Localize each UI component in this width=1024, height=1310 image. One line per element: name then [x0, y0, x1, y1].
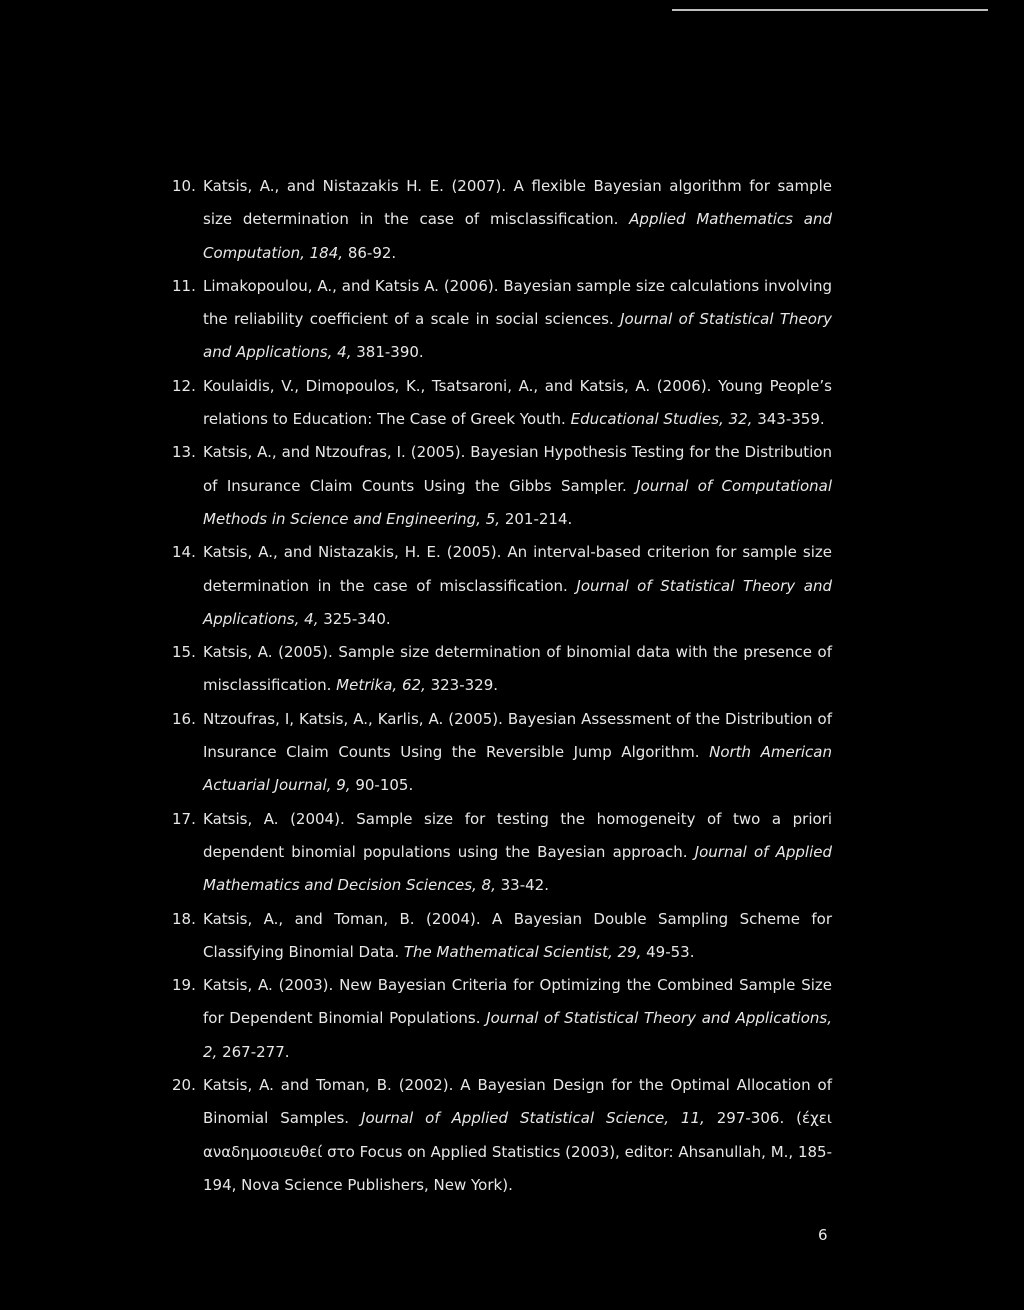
reference-pages: 297-306. (έχει αναδημοσιευθεί στο Focus on Applied Statistics (2003), editor: Ahsanullah, M., 185-194, Nova Science Publishers, New York).: [203, 1109, 832, 1194]
reference-item: [172, 969, 832, 1069]
reference-number: 18.: [172, 909, 196, 928]
reference-list: [172, 170, 832, 1202]
reference-authors: Katsis, A. and Toman, B. (2002). A Bayesian Design for the Optimal Allocation of Binomial Samples.: [203, 1076, 832, 1128]
reference-number: 17.: [172, 809, 196, 828]
reference-journal: Journal of Applied Mathematics and Decision Sciences, 8,: [203, 842, 832, 895]
reference-pages: 33-42.: [495, 876, 549, 895]
reference-item: [172, 170, 832, 270]
reference-number: 15.: [172, 643, 196, 662]
reference-authors: Katsis, A., and Toman, B. (2004). A Bayesian Double Sampling Scheme for Classifying Binomial Data.: [203, 909, 832, 961]
reference-number: 12.: [172, 376, 196, 395]
reference-authors: Katsis, A. (2004). Sample size for testing the homogeneity of two a priori dependent binomial populations using the Bayesian approach.: [203, 809, 832, 861]
reference-item: [172, 270, 832, 370]
reference-journal: Applied Mathematics and Computation, 184,: [203, 210, 832, 262]
page-number: 6: [818, 1226, 828, 1244]
reference-pages: 343-359.: [752, 410, 825, 429]
reference-number: 20.: [172, 1076, 196, 1095]
reference-journal: Journal of Applied Statistical Science, 11,: [361, 1109, 705, 1128]
reference-journal: Educational Studies, 32,: [570, 410, 753, 429]
header-rule: [672, 9, 988, 11]
reference-authors: Katsis, A., and Nistazakis H. E. (2007). A flexible Bayesian algorithm for sample size determination in the case of misclassification.: [203, 177, 832, 229]
reference-authors: Katsis, A. (2005). Sample size determination of binomial data with the presence of misclassification.: [203, 643, 832, 695]
reference-pages: 90-105.: [350, 776, 414, 795]
reference-item: [172, 536, 832, 636]
reference-authors: Koulaidis, V., Dimopoulos, K., Tsatsaroni, A., and Katsis, A. (2006). Young People’s relations to Education: The Case of Greek Youth.: [203, 376, 832, 429]
reference-number: 11.: [172, 276, 196, 295]
reference-pages: 49-53.: [641, 942, 695, 961]
reference-item: [172, 803, 832, 903]
reference-number: 16.: [172, 709, 196, 728]
reference-authors: Katsis, A., and Nistazakis, H. E. (2005). An interval-based criterion for sample size determination in the case of misclassification.: [203, 543, 832, 595]
reference-item: [172, 436, 832, 536]
reference-journal: Journal of Computational Methods in Science and Engineering, 5,: [203, 476, 832, 528]
reference-item: [172, 370, 832, 437]
reference-pages: 201-214.: [500, 509, 573, 528]
reference-journal: Journal of Statistical Theory and Applications, 4,: [203, 576, 832, 628]
reference-number: 14.: [172, 543, 196, 562]
reference-journal: The Mathematical Scientist, 29,: [403, 942, 642, 961]
reference-pages: 381-390.: [351, 343, 424, 362]
reference-pages: 86-92.: [343, 243, 397, 262]
reference-item: [172, 703, 832, 803]
reference-item: [172, 636, 832, 703]
reference-authors: Katsis, A. (2003). New Bayesian Criteria for Optimizing the Combined Sample Size for Dependent Binomial Populations.: [203, 976, 832, 1028]
reference-journal: North American Actuarial Journal, 9,: [203, 743, 833, 795]
reference-journal: Metrika, 62,: [336, 676, 426, 695]
reference-pages: 267-277.: [217, 1042, 290, 1061]
reference-journal: Journal of Statistical Theory and Applications, 2,: [203, 1009, 832, 1061]
reference-item: [172, 903, 832, 970]
reference-item: [172, 1069, 832, 1202]
reference-authors: Ntzoufras, I, Katsis, A., Karlis, A. (2005). Bayesian Assessment of the Distribution of Insurance Claim Counts Using the Reversible Jump Algorithm.: [203, 709, 832, 762]
reference-number: 10.: [172, 177, 196, 195]
reference-journal: Journal of Statistical Theory and Applications, 4,: [203, 310, 832, 362]
reference-authors: Limakopoulou, A., and Katsis A. (2006). Bayesian sample size calculations involving the reliability coefficient of a scale in social sciences.: [203, 276, 832, 329]
reference-authors: Katsis, A., and Ntzoufras, I. (2005). Bayesian Hypothesis Testing for the Distribution of Insurance Claim Counts Using the Gibbs Sampler.: [203, 443, 832, 495]
reference-pages: 325-340.: [318, 609, 391, 628]
reference-pages: 323-329.: [425, 676, 499, 695]
reference-number: 19.: [172, 976, 196, 995]
reference-number: 13.: [172, 443, 196, 462]
